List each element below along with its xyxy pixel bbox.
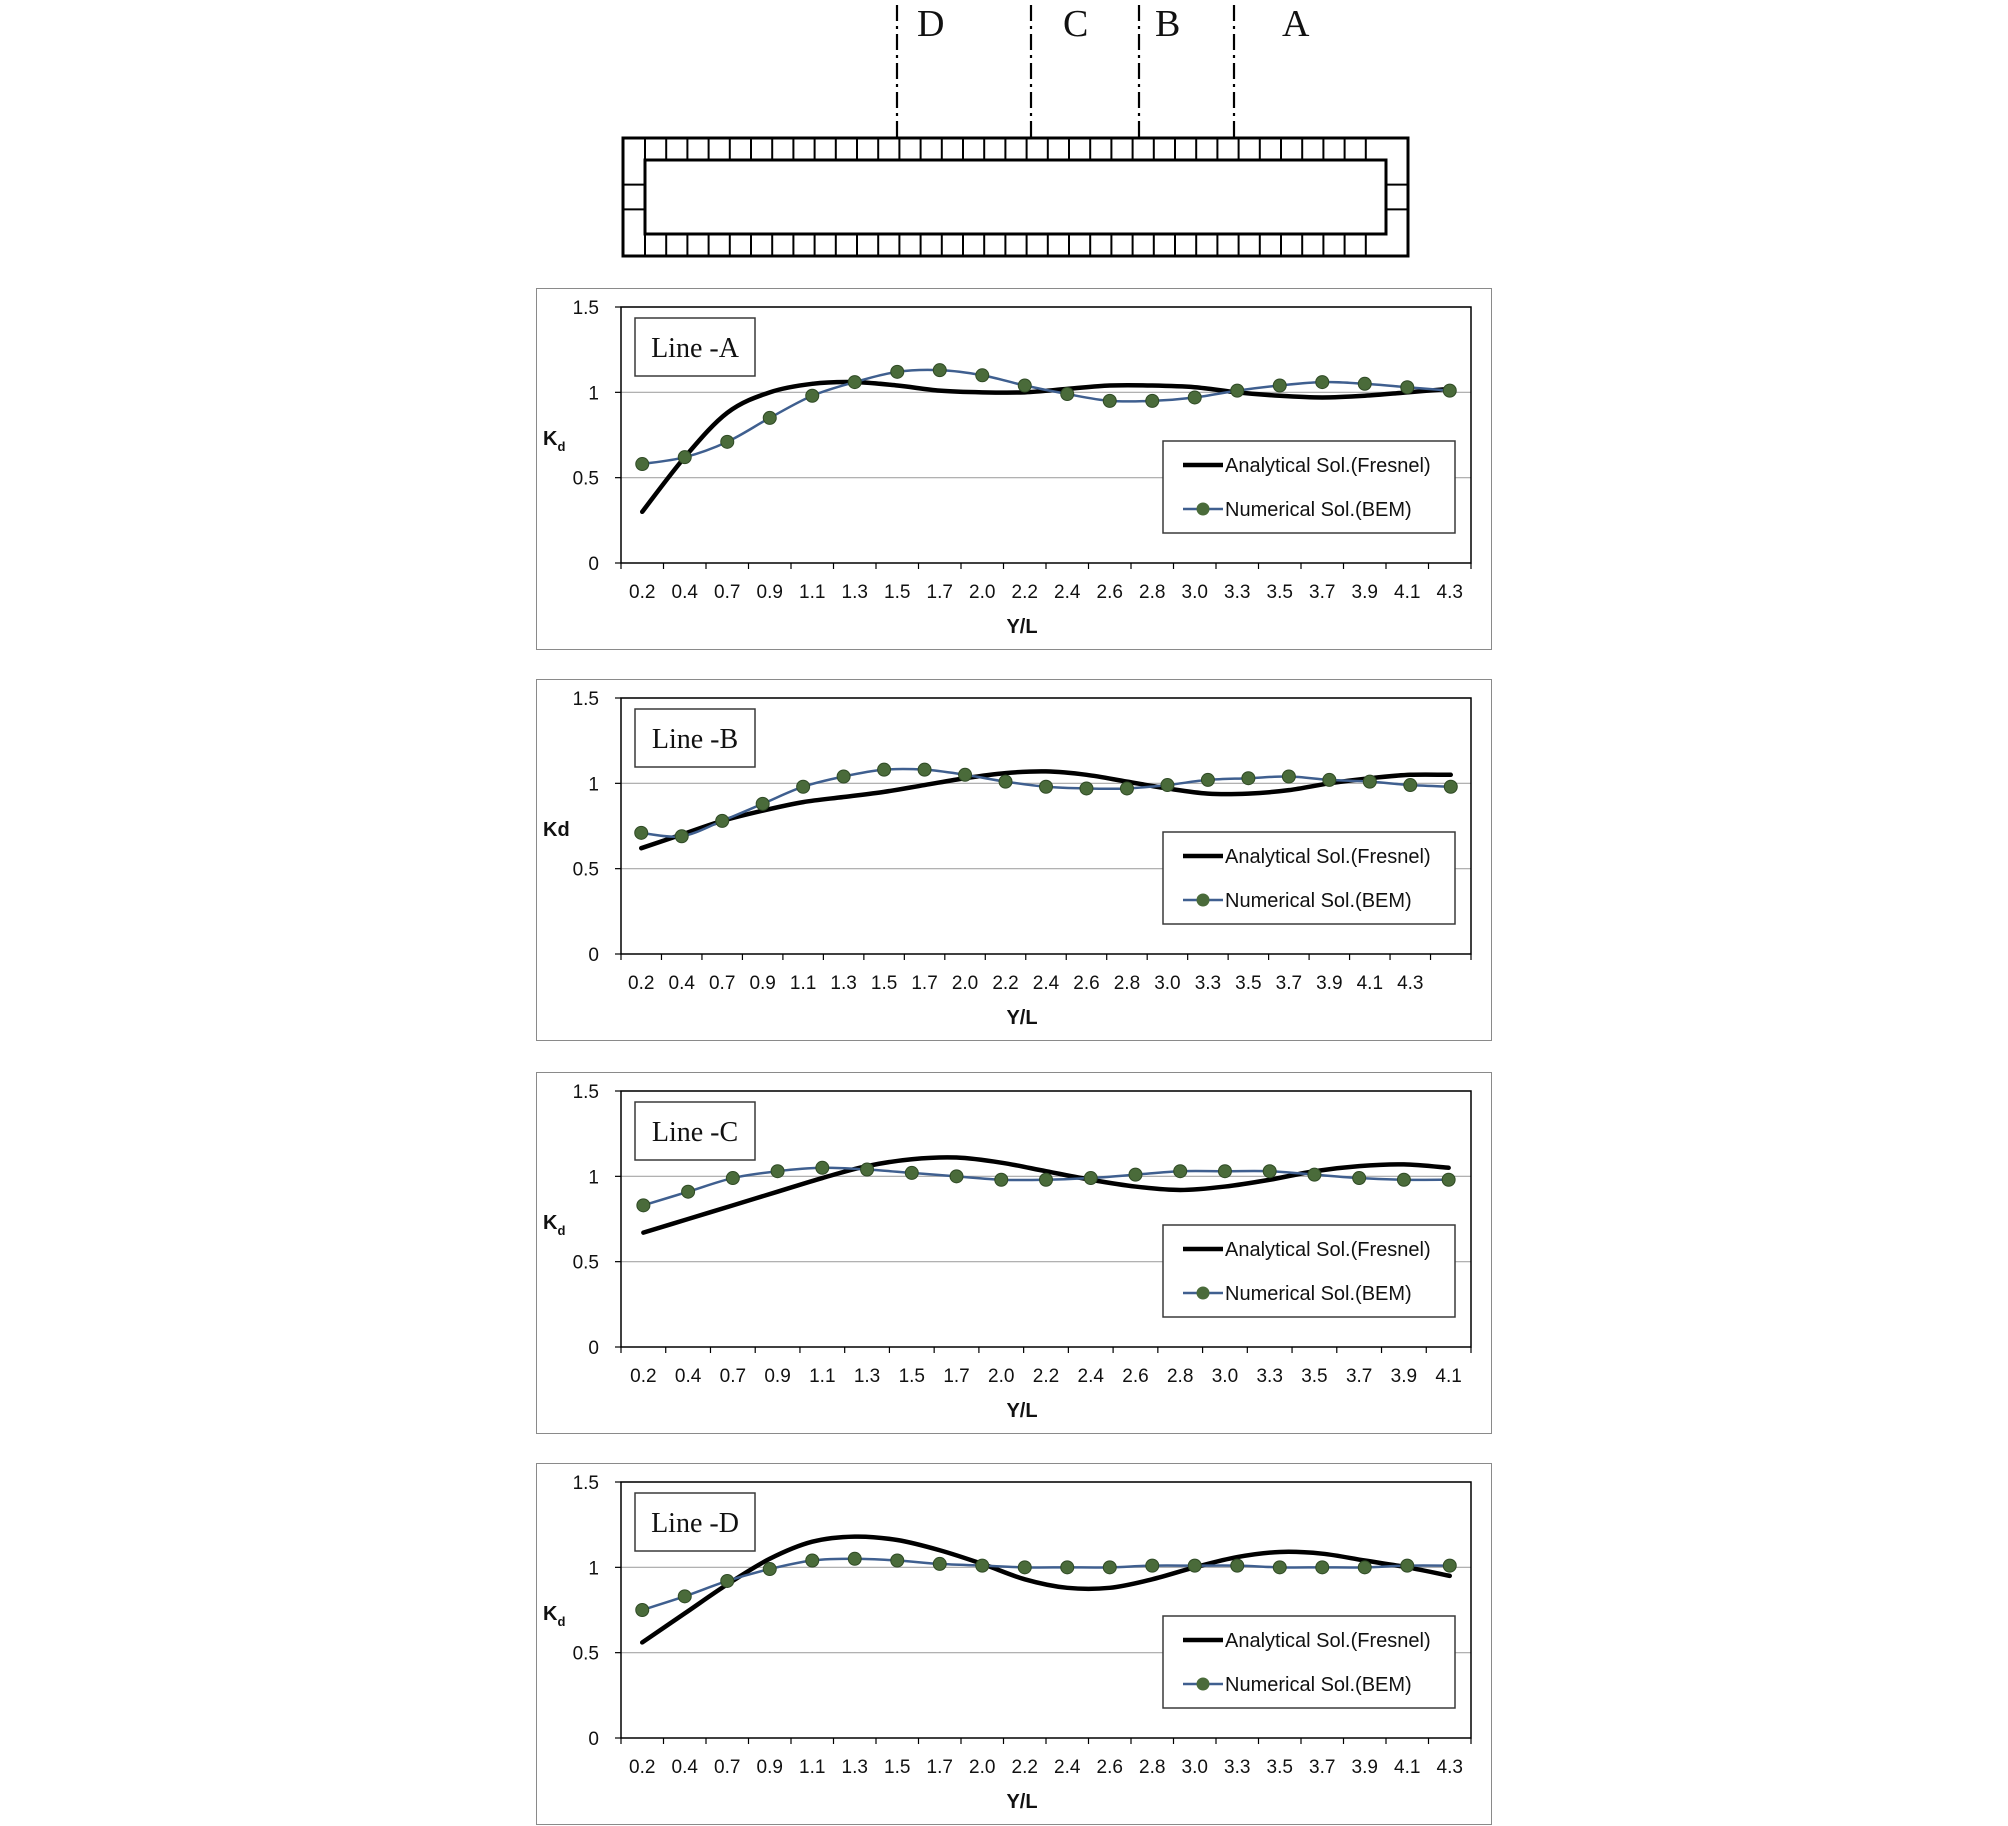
- data-point-marker: [721, 435, 734, 448]
- x-tick-label: 4.1: [1435, 1366, 1462, 1387]
- y-axis-title: [543, 1212, 565, 1238]
- x-tick-label: 1.3: [841, 582, 868, 603]
- data-point-marker: [1397, 1173, 1410, 1186]
- y-axis-title-subscript: d: [557, 1223, 566, 1238]
- x-tick-label: 4.3: [1436, 1757, 1463, 1778]
- x-tick-label: 2.6: [1073, 973, 1100, 994]
- data-point-marker: [1018, 1561, 1031, 1574]
- x-tick-label: 2.0: [969, 1757, 996, 1778]
- data-point-marker: [1201, 773, 1214, 786]
- y-tick-label: 0.5: [572, 1252, 599, 1274]
- legend-numerical-marker: [1197, 894, 1210, 907]
- x-ticks: [621, 954, 1471, 994]
- x-tick-label: 3.5: [1266, 1757, 1293, 1778]
- chart-line-c: [536, 1072, 1492, 1434]
- x-tick-label: 1.5: [884, 1757, 911, 1778]
- data-point-marker: [763, 1563, 776, 1576]
- data-point-marker: [816, 1161, 829, 1174]
- y-tick-label: 0.5: [572, 1643, 599, 1665]
- data-point-marker: [1442, 1173, 1455, 1186]
- data-point-marker: [976, 1559, 989, 1572]
- data-point-marker: [1308, 1168, 1321, 1181]
- x-tick-label: 3.9: [1316, 973, 1343, 994]
- x-tick-label: 2.6: [1122, 1366, 1149, 1387]
- data-point-marker: [1401, 1559, 1414, 1572]
- data-point-marker: [950, 1170, 963, 1183]
- data-point-marker: [678, 1590, 691, 1603]
- data-point-marker: [1061, 388, 1074, 401]
- data-point-marker: [1263, 1165, 1276, 1178]
- x-tick-label: 0.7: [714, 582, 741, 603]
- legend-numerical-label: Numerical Sol.(BEM): [1225, 1674, 1412, 1696]
- x-tick-label: 0.2: [629, 1757, 656, 1778]
- y-tick-label: 1: [588, 383, 599, 405]
- x-tick-label: 1.7: [926, 1757, 953, 1778]
- y-tick-label: 1.5: [572, 298, 599, 319]
- data-point-marker: [848, 376, 861, 389]
- chart-line-a: [536, 288, 1492, 650]
- series-numerical-markers: [635, 763, 1458, 843]
- x-tick-label: 3.3: [1194, 973, 1222, 994]
- x-tick-label: 2.2: [1011, 1757, 1038, 1778]
- x-tick-label: 3.5: [1235, 973, 1262, 994]
- x-ticks: [621, 563, 1471, 603]
- data-point-marker: [1273, 379, 1286, 392]
- legend-numerical-label: Numerical Sol.(BEM): [1225, 1283, 1412, 1305]
- y-axis-title: [543, 819, 570, 841]
- data-point-marker: [721, 1574, 734, 1587]
- data-point-marker: [1353, 1172, 1366, 1185]
- x-tick-label: 0.7: [708, 973, 736, 994]
- y-tick-label: 0: [588, 554, 599, 575]
- data-point-marker: [933, 1557, 946, 1570]
- x-ticks: [621, 1738, 1471, 1778]
- x-tick-label: 1.7: [926, 582, 953, 603]
- x-tick-label: 0.9: [749, 973, 776, 994]
- data-point-marker: [1218, 1165, 1231, 1178]
- y-tick-label: 0: [588, 1338, 599, 1359]
- y-ticks: [573, 1082, 621, 1359]
- legend: [1163, 832, 1455, 924]
- data-point-marker: [678, 451, 691, 464]
- section-label-d: D: [917, 3, 945, 45]
- data-point-marker: [1401, 381, 1414, 394]
- data-point-marker: [837, 770, 850, 783]
- data-point-marker: [1231, 384, 1244, 397]
- x-tick-label: 2.8: [1139, 1757, 1166, 1778]
- y-tick-label: 1: [588, 774, 599, 796]
- x-tick-label: 4.3: [1436, 582, 1463, 603]
- legend-numerical-marker: [1197, 503, 1210, 516]
- data-point-marker: [878, 763, 891, 776]
- data-point-marker: [918, 763, 931, 776]
- x-tick-label: 1.1: [799, 1757, 826, 1778]
- x-tick-label: 2.6: [1096, 1757, 1123, 1778]
- x-tick-label: 1.3: [841, 1757, 868, 1778]
- x-tick-label: 4.1: [1356, 973, 1384, 994]
- x-tick-label: 1.5: [884, 582, 911, 603]
- legend-analytical-label: Analytical Sol.(Fresnel): [1225, 1239, 1431, 1261]
- x-tick-label: 3.3: [1256, 1366, 1283, 1387]
- x-tick-label: 0.4: [668, 973, 695, 994]
- x-tick-label: 1.5: [898, 1366, 926, 1387]
- x-tick-label: 3.0: [1181, 582, 1208, 603]
- x-tick-label: 2.0: [951, 973, 979, 994]
- data-point-marker: [1040, 1173, 1053, 1186]
- y-tick-label: 0.5: [572, 468, 599, 490]
- data-point-marker: [797, 780, 810, 793]
- data-point-marker: [1040, 780, 1053, 793]
- x-tick-label: 1.1: [799, 582, 826, 603]
- x-tick-label: 3.5: [1301, 1366, 1328, 1387]
- x-tick-label: 0.7: [714, 1757, 741, 1778]
- y-ticks: [573, 1473, 621, 1750]
- data-point-marker: [1188, 391, 1201, 404]
- section-label-c: C: [1063, 3, 1089, 45]
- data-point-marker: [959, 768, 972, 781]
- x-tick-label: 2.4: [1077, 1366, 1104, 1387]
- y-tick-label: 1: [588, 1167, 599, 1189]
- data-point-marker: [635, 826, 648, 839]
- data-point-marker: [1080, 782, 1093, 795]
- section-label-a: A: [1282, 3, 1310, 45]
- breakwater-blocks: [623, 138, 1408, 256]
- y-tick-label: 1: [588, 1558, 599, 1580]
- data-point-marker: [1103, 394, 1116, 407]
- x-tick-label: 2.8: [1166, 1366, 1194, 1387]
- data-point-marker: [1146, 394, 1159, 407]
- y-axis-title-main: K: [543, 1212, 558, 1234]
- breakwater-diagram: [0, 0, 2008, 262]
- x-tick-label: 4.1: [1394, 1757, 1421, 1778]
- data-point-marker: [806, 1554, 819, 1567]
- x-axis-title: Y/L: [1006, 616, 1038, 638]
- x-tick-label: 3.7: [1309, 1757, 1336, 1778]
- data-point-marker: [716, 814, 729, 827]
- data-point-marker: [1120, 782, 1133, 795]
- x-tick-label: 3.0: [1154, 973, 1181, 994]
- x-axis-title: Y/L: [1006, 1007, 1038, 1029]
- x-tick-label: 1.3: [853, 1366, 881, 1387]
- x-tick-label: 0.9: [756, 1757, 783, 1778]
- data-point-marker: [995, 1173, 1008, 1186]
- y-tick-label: 0: [588, 1729, 599, 1750]
- y-axis-title-subscript: d: [557, 1614, 566, 1629]
- y-ticks: [573, 298, 621, 575]
- x-tick-label: 2.6: [1096, 582, 1123, 603]
- x-tick-label: 2.2: [992, 973, 1019, 994]
- data-point-marker: [1018, 379, 1031, 392]
- data-point-marker: [1323, 773, 1336, 786]
- data-point-marker: [1444, 780, 1457, 793]
- data-point-marker: [1231, 1559, 1244, 1572]
- data-point-marker: [1316, 1561, 1329, 1574]
- x-tick-label: 2.2: [1011, 582, 1038, 603]
- chart-line-c-plot: [537, 1073, 1493, 1435]
- x-tick-label: 2.4: [1054, 582, 1081, 603]
- chart-line-d-plot: [537, 1464, 1493, 1826]
- data-point-marker: [1161, 779, 1174, 792]
- legend: [1163, 1616, 1455, 1708]
- x-tick-label: 0.4: [674, 1366, 702, 1387]
- x-tick-label: 2.4: [1054, 1757, 1081, 1778]
- x-tick-label: 2.8: [1139, 582, 1166, 603]
- series-analytical-line: [643, 1157, 1448, 1232]
- y-ticks: [573, 689, 621, 966]
- legend-analytical-label: Analytical Sol.(Fresnel): [1225, 846, 1431, 868]
- data-point-marker: [806, 389, 819, 402]
- data-point-marker: [1358, 1561, 1371, 1574]
- data-point-marker: [1084, 1172, 1097, 1185]
- x-tick-label: 0.2: [630, 1366, 657, 1387]
- chart-title: Line -A: [651, 333, 739, 364]
- chart-line-b: [536, 679, 1492, 1041]
- data-point-marker: [891, 365, 904, 378]
- data-point-marker: [1443, 1559, 1456, 1572]
- y-axis-title: [543, 428, 565, 454]
- data-point-marker: [1363, 775, 1376, 788]
- data-point-marker: [861, 1163, 874, 1176]
- chart-title: Line -B: [651, 724, 739, 755]
- x-tick-label: 0.7: [719, 1366, 747, 1387]
- data-point-marker: [1273, 1561, 1286, 1574]
- y-tick-label: 1.5: [572, 1082, 599, 1103]
- y-tick-label: 1.5: [572, 689, 599, 710]
- x-tick-label: 3.7: [1275, 973, 1303, 994]
- chart-line-a-plot: [537, 289, 1493, 651]
- x-tick-label: 2.0: [969, 582, 996, 603]
- data-point-marker: [1188, 1559, 1201, 1572]
- data-point-marker: [891, 1554, 904, 1567]
- x-tick-label: 3.7: [1309, 582, 1336, 603]
- x-tick-label: 0.2: [628, 973, 655, 994]
- x-tick-label: 4.3: [1397, 973, 1424, 994]
- y-axis-title-main: K: [543, 428, 558, 450]
- y-tick-label: 0.5: [572, 859, 599, 881]
- x-tick-label: 1.3: [830, 973, 857, 994]
- data-point-marker: [636, 458, 649, 471]
- x-tick-label: 1.7: [911, 973, 938, 994]
- x-tick-label: 2.4: [1032, 973, 1060, 994]
- data-point-marker: [771, 1165, 784, 1178]
- y-tick-label: 0: [588, 945, 599, 966]
- x-tick-label: 1.7: [943, 1366, 970, 1387]
- y-axis-title-subscript: d: [557, 439, 566, 454]
- chart-title-box: [635, 709, 755, 767]
- legend-numerical-marker: [1197, 1287, 1210, 1300]
- chart-title-box: [635, 318, 755, 376]
- x-tick-label: 2.2: [1032, 1366, 1060, 1387]
- legend-numerical-label: Numerical Sol.(BEM): [1225, 499, 1412, 521]
- x-tick-label: 0.9: [756, 582, 783, 603]
- data-point-marker: [976, 369, 989, 382]
- x-tick-label: 3.3: [1224, 582, 1251, 603]
- legend-numerical-marker: [1197, 1678, 1210, 1691]
- legend-analytical-label: Analytical Sol.(Fresnel): [1225, 455, 1431, 477]
- data-point-marker: [1316, 376, 1329, 389]
- x-tick-label: 0.4: [671, 582, 698, 603]
- data-point-marker: [763, 411, 776, 424]
- breakwater-inner-frame: [645, 160, 1386, 234]
- data-point-marker: [1404, 779, 1417, 792]
- chart-title-box: [635, 1102, 755, 1160]
- x-tick-label: 1.5: [870, 973, 898, 994]
- data-point-marker: [933, 364, 946, 377]
- x-tick-label: 4.1: [1394, 582, 1421, 603]
- x-axis-title: Y/L: [1006, 1791, 1038, 1813]
- data-point-marker: [1174, 1165, 1187, 1178]
- data-point-marker: [636, 1604, 649, 1617]
- x-tick-label: 3.9: [1351, 582, 1378, 603]
- data-point-marker: [637, 1199, 650, 1212]
- x-tick-label: 3.5: [1266, 582, 1293, 603]
- data-point-marker: [1103, 1561, 1116, 1574]
- data-point-marker: [1242, 772, 1255, 785]
- x-tick-label: 0.9: [764, 1366, 791, 1387]
- data-point-marker: [1146, 1559, 1159, 1572]
- legend: [1163, 1225, 1455, 1317]
- data-point-marker: [1358, 377, 1371, 390]
- x-tick-label: 3.0: [1211, 1366, 1239, 1387]
- data-point-marker: [1129, 1168, 1142, 1181]
- legend: [1163, 441, 1455, 533]
- x-tick-label: 0.2: [629, 582, 656, 603]
- x-tick-label: 3.9: [1351, 1757, 1378, 1778]
- section-label-b: B: [1155, 3, 1181, 45]
- x-tick-label: 2.8: [1113, 973, 1141, 994]
- breakwater-outer-frame: [623, 138, 1408, 256]
- data-point-marker: [682, 1185, 695, 1198]
- y-tick-label: 1.5: [572, 1473, 599, 1494]
- data-point-marker: [756, 797, 769, 810]
- data-point-marker: [1061, 1561, 1074, 1574]
- y-axis-title-main: Kd: [543, 819, 570, 841]
- data-point-marker: [848, 1552, 861, 1565]
- data-point-marker: [999, 775, 1012, 788]
- chart-title-box: [635, 1493, 755, 1551]
- x-ticks: [621, 1347, 1471, 1387]
- x-tick-label: 3.0: [1181, 1757, 1208, 1778]
- x-axis-title: Y/L: [1006, 1400, 1038, 1422]
- chart-title: Line -D: [651, 1508, 739, 1539]
- x-tick-label: 3.3: [1224, 1757, 1251, 1778]
- x-tick-label: 2.0: [988, 1366, 1015, 1387]
- data-point-marker: [905, 1166, 918, 1179]
- x-tick-label: 3.9: [1390, 1366, 1418, 1387]
- y-axis-title-main: K: [543, 1603, 558, 1625]
- y-axis-title: [543, 1603, 565, 1629]
- chart-line-d: [536, 1463, 1492, 1825]
- legend-analytical-label: Analytical Sol.(Fresnel): [1225, 1630, 1431, 1652]
- chart-title: Line -C: [651, 1117, 739, 1148]
- legend-numerical-label: Numerical Sol.(BEM): [1225, 890, 1412, 912]
- x-tick-label: 1.1: [789, 973, 817, 994]
- data-point-marker: [675, 830, 688, 843]
- data-point-marker: [1282, 770, 1295, 783]
- x-tick-label: 0.4: [671, 1757, 698, 1778]
- x-tick-label: 3.7: [1345, 1366, 1373, 1387]
- data-point-marker: [726, 1172, 739, 1185]
- chart-line-b-plot: [537, 680, 1493, 1042]
- data-point-marker: [1443, 384, 1456, 397]
- x-tick-label: 1.1: [809, 1366, 836, 1387]
